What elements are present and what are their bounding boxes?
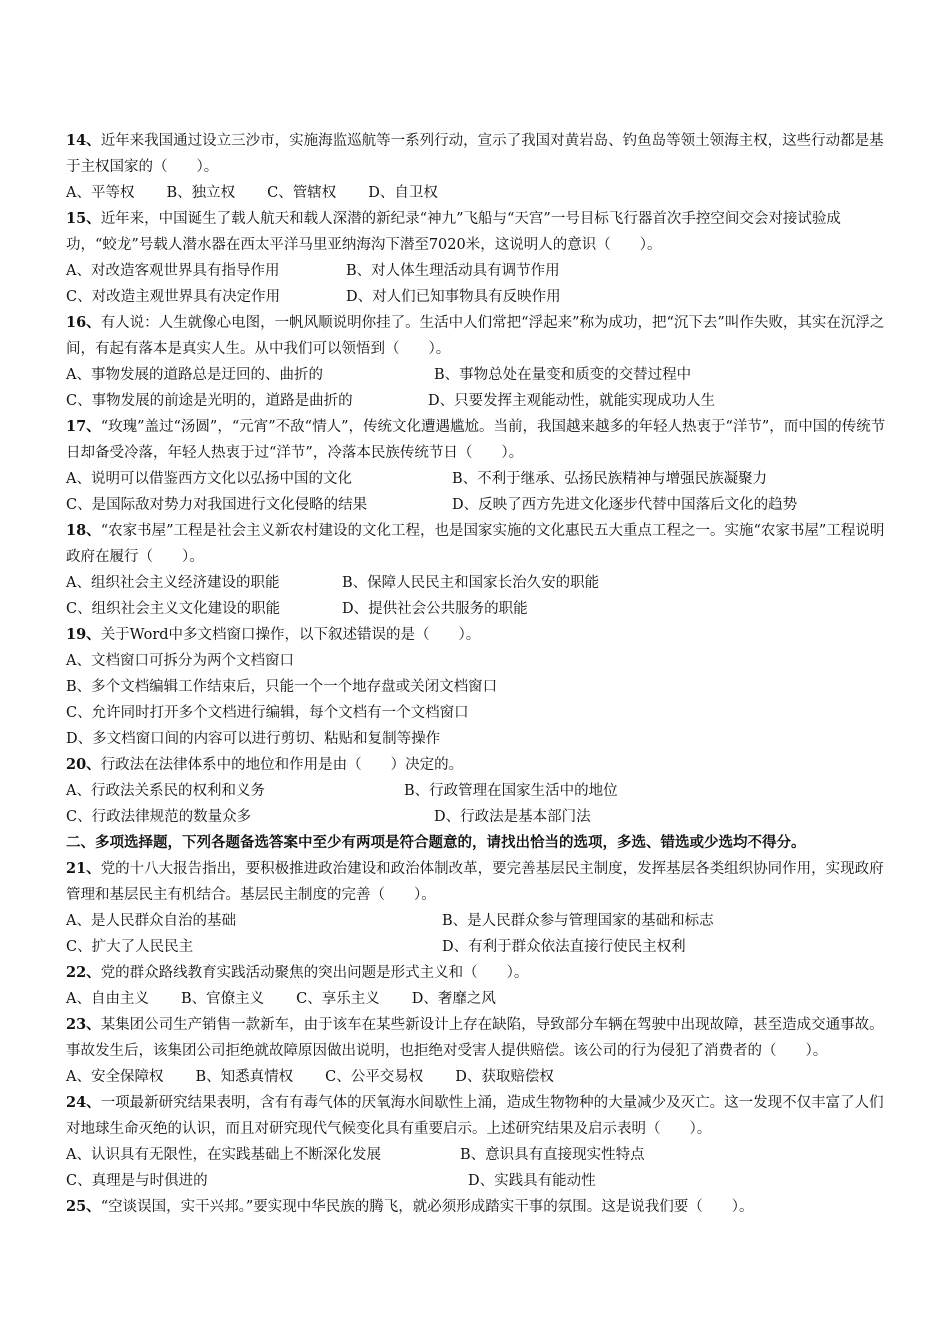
option-d: D、只要发挥主观能动性，就能实现成功人生	[428, 393, 716, 409]
options-21-cd	[66, 934, 886, 960]
options-15-cd	[66, 284, 886, 310]
question-18: 18、“农家书屋”工程是社会主义新农村建设的文化工程，也是国家实施的文化惠民五大重点工程之一。实施“农家书屋”工程说明政府在履行（ ）。	[66, 522, 885, 565]
options-24-cd	[66, 1168, 886, 1194]
question-16: 16、有人说：人生就像心电图，一帆风顺说明你挂了。生活中人们常把“浮起来”称为成功，把“沉下去”叫作失败，其实在沉浮之间，有起有落本是真实人生。从中我们可以领悟到（ ）。	[66, 314, 885, 357]
option-b: B、知悉真情权	[195, 1069, 294, 1085]
options-14	[66, 180, 886, 206]
option-c: C、真理是与时俱进的	[66, 1173, 208, 1189]
option-c: C、是国际敌对势力对我国进行文化侵略的结果	[66, 497, 368, 513]
option-d: D、行政法是基本部门法	[434, 809, 591, 825]
option-a: A、对改造客观世界具有指导作用	[66, 263, 280, 279]
option-d: D、实践具有能动性	[468, 1173, 596, 1189]
question-24: 24、一项最新研究结果表明，含有有毒气体的厌氧海水间歇性上涌，造成生物物种的大量减少及灭亡。这一发现不仅丰富了人们对地球生命灭绝的认识，而且对研究现代气候变化具有重要启示。上述研究结果及启示表明（ ）。	[66, 1094, 884, 1137]
options-18-ab	[66, 570, 886, 596]
options-22	[66, 986, 886, 1012]
option-a: A、安全保障权	[66, 1069, 164, 1085]
question-23: 23、某集团公司生产销售一款新车，由于该车在某些新设计上存在缺陷，导致部分车辆在驾驶中出现故障，甚至造成交通事故。事故发生后，该集团公司拒绝就故障原因做出说明，也拒绝对受害人提供赔偿。该公司的行为侵犯了消费者的（ ）。	[66, 1016, 884, 1059]
option-b: B、意识具有直接现实性特点	[460, 1147, 645, 1163]
option-a: A、事物发展的道路总是迂回的、曲折的	[66, 367, 323, 383]
option-b: B、不利于继承、弘扬民族精神与增强民族凝聚力	[452, 471, 768, 487]
option-c: C、管辖权	[267, 185, 337, 201]
option-a: A、自由主义	[66, 991, 149, 1007]
question-15: 15、近年来，中国诞生了载人航天和载人深潜的新纪录“神九”飞船与“天宫”一号目标飞行器首次手控空间交会对接试验成功，“蛟龙”号载人潜水器在西太平洋马里亚纳海沟下潜至7020米，这说明人的意识（ ）。	[66, 210, 841, 253]
option-b: B、独立权	[166, 185, 236, 201]
options-16-cd	[66, 388, 886, 414]
question-20: 20、行政法在法律体系中的地位和作用是由（ ）决定的。	[66, 756, 464, 773]
option-19-c: C、允许同时打开多个文档进行编辑，每个文档有一个文档窗口	[66, 705, 469, 721]
option-d: D、获取赔偿权	[455, 1069, 554, 1085]
option-b: B、对人体生理活动具有调节作用	[346, 263, 560, 279]
option-d: D、有利于群众依法直接行使民主权利	[442, 939, 686, 955]
option-b: B、官僚主义	[180, 991, 265, 1007]
question-19: 19、关于Word中多文档窗口操作，以下叙述错误的是（ ）。	[66, 626, 481, 643]
options-21-ab	[66, 908, 886, 934]
option-a: A、组织社会主义经济建设的职能	[66, 575, 280, 591]
option-b: B、行政管理在国家生活中的地位	[404, 783, 618, 799]
question-17: 17、“玫瑰”盖过“汤圆”，“元宵”不敌“情人”，传统文化遭遇尴尬。当前，我国越来越多的年轻人热衷于“洋节”，而中国的传统节日却备受冷落，年轻人热衷于过“洋节”，冷落本民族传统节日（ ）。	[66, 418, 886, 461]
option-c: C、组织社会主义文化建设的职能	[66, 601, 281, 617]
option-a: A、说明可以借鉴西方文化以弘扬中国的文化	[66, 471, 352, 487]
option-a: A、平等权	[66, 185, 135, 201]
option-d: D、对人们已知事物具有反映作用	[346, 289, 561, 305]
options-18-cd	[66, 596, 886, 622]
option-c: C、行政法律规范的数量众多	[66, 809, 252, 825]
option-19-d: D、多文档窗口间的内容可以进行剪切、粘贴和复制等操作	[66, 731, 441, 747]
options-20-cd	[66, 804, 886, 830]
options-20-ab	[66, 778, 886, 804]
question-22: 22、党的群众路线教育实践活动聚焦的突出问题是形式主义和（ ）。	[66, 964, 529, 981]
options-23	[66, 1064, 886, 1090]
options-15-ab	[66, 258, 886, 284]
option-a: A、是人民群众自治的基础	[66, 913, 236, 929]
options-24-ab	[66, 1142, 886, 1168]
option-c: C、事物发展的前途是光明的，道路是曲折的	[66, 393, 353, 409]
question-21: 21、党的十八大报告指出，要积极推进政治建设和政治体制改革，要完善基层民主制度，发挥基层各类组织协同作用，实现政府管理和基层民主有机结合。基层民主制度的完善（ ）。	[66, 860, 884, 903]
option-a: A、行政法关系民的权利和义务	[66, 783, 265, 799]
options-17-ab	[66, 466, 886, 492]
question-25: 25、“空谈误国，实干兴邦。”要实现中华民族的腾飞，就必须形成踏实干事的氛围。这是说我们要（ ）。	[66, 1198, 754, 1215]
option-d: D、提供社会公共服务的职能	[342, 601, 528, 617]
question-14: 14、近年来我国通过设立三沙市，实施海监巡航等一系列行动，宣示了我国对黄岩岛、钓鱼岛等领土领海主权，这些行动都是基于主权国家的（ ）。	[66, 132, 884, 175]
option-d: D、自卫权	[368, 185, 438, 201]
option-c: C、扩大了人民民主	[66, 939, 194, 955]
option-b: B、保障人民民主和国家长治久安的职能	[342, 575, 600, 591]
options-17-cd	[66, 492, 886, 518]
section-heading-multiple-choice: 二、多项选择题，下列各题备选答案中至少有两项是符合题意的，请找出恰当的选项，多选、错选或少选均不得分。	[66, 834, 806, 851]
option-a: A、认识具有无限性，在实践基础上不断深化发展	[66, 1147, 381, 1163]
option-b: B、事物总处在量变和质变的交替过程中	[434, 367, 692, 383]
option-19-a: A、文档窗口可拆分为两个文档窗口	[66, 653, 294, 669]
option-d: D、奢靡之风	[411, 991, 496, 1007]
document-page	[66, 128, 886, 1220]
option-b: B、是人民群众参与管理国家的基础和标志	[442, 913, 714, 929]
option-d: D、反映了西方先进文化逐步代替中国落后文化的趋势	[452, 497, 798, 513]
option-c: C、对改造主观世界具有决定作用	[66, 289, 281, 305]
option-c: C、享乐主义	[296, 991, 380, 1007]
option-c: C、公平交易权	[325, 1069, 424, 1085]
options-16-ab	[66, 362, 886, 388]
option-19-b: B、多个文档编辑工作结束后，只能一个一个地存盘或关闭文档窗口	[66, 679, 498, 695]
